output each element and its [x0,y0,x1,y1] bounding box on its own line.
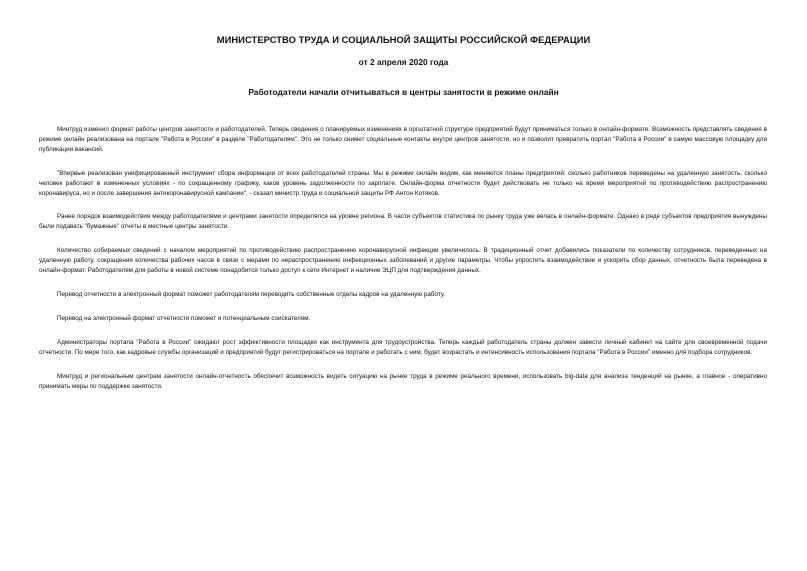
document-date: от 2 апреля 2020 года [358,57,449,67]
paragraph: Количество собираемых сведений с началом мероприятий по противодействию распространению коронавирусной инфекции увеличилось. В традиционный отчет добавились показатели по количеству сотрудников, переведенных на удаленную работу, сокращения количества рабочих часов в связи с мерами по нераспространению инфекционных заболеваний и другие параметры. Чтобы упростить взаимодействие и ускорить сбор данных, отчетность была переведена в онлайн-формат. Работодателям для работы в новой системе понадобится только доступ к сети Интернет и наличие ЭЦП для подтверждения данных. [39,247,767,275]
ministry-heading: МИНИСТЕРСТВО ТРУДА И СОЦИАЛЬНОЙ ЗАЩИТЫ РОССИЙСКОЙ ФЕДЕРАЦИИ [216,34,591,45]
paragraph: Перевод отчетности в электронный формат поможет работодателям переводить собственные отделы кадров на удаленную работу. [57,290,446,298]
paragraph: Перевод на электронный формат отчетности поможет и потенциальным соискателям. [57,314,311,322]
paragraph: Минтруд изменил формат работы центров занятости и работодателей. Теперь сведения о планируемых изменениях в оргштатной структуре предприятий будут приниматься только в онлайн-формате. Возможность представлять сведения в режиме онлайн реализована на портале "Работа в России" в разделе "Работодателям". Это не только снимет социальные контакты внутри центров занятости, но и позволит превратить портал "Работа в России" в самую массовую площадку для публикации вакансий. [39,126,767,153]
document-body [39,125,767,405]
paragraph: Администраторы портала "Работа в России" ожидают рост эффективности площадки как инструмента для трудоустройства. Теперь каждый работодатель страны должен завести личный кабинет на сайте для своевременной подачи отчетности. По мере того, как кадровые службы организаций и предприятий будут регистрироваться на портале и работать с ним, будет возрастать и интенсивность использования портала "Работа в России" именно для подбора сотрудников. [39,338,767,356]
paragraph: Ранее порядок взаимодействия между работодателями и центрами занятости определялся на уровне региона. В части субъектов статистика по рынку труда уже велась в онлайн-формате. Однако в ряде субъектов предприятия вынуждены были подавать "бумажные" отчеты в местные центры занятости. [39,213,767,231]
paragraph: Минтруд и региональным центрам занятости онлайн-отчетность обеспечит возможность видеть ситуацию на рынке труда в режиме реального времени, использовать big-data для анализа тенденций на рынке, а главное - оперативно принимать меры по поддержке занятости. [39,372,767,390]
paragraph: "Впервые реализован унифицированный инструмент сбора информации от всех работодателей страны. Мы в режиме онлайн видим, как меняются планы предприятий: сколько работников переведены на удаленную занятость, сколько человек работают в измененных условиях - по сокращенному графику, каков уровень задолженности по зарплате. Онлайн-форма отчетности будет действовать не только на время мероприятий по противодействию распространению коронавируса, но и после завершения антикоронавирусной кампании", - сказал министр труда и социальной защиты РФ Антон Котяков. [39,169,767,197]
document-title: Работодатели начали отчитываться в центры занятости в режиме онлайн [248,87,559,97]
